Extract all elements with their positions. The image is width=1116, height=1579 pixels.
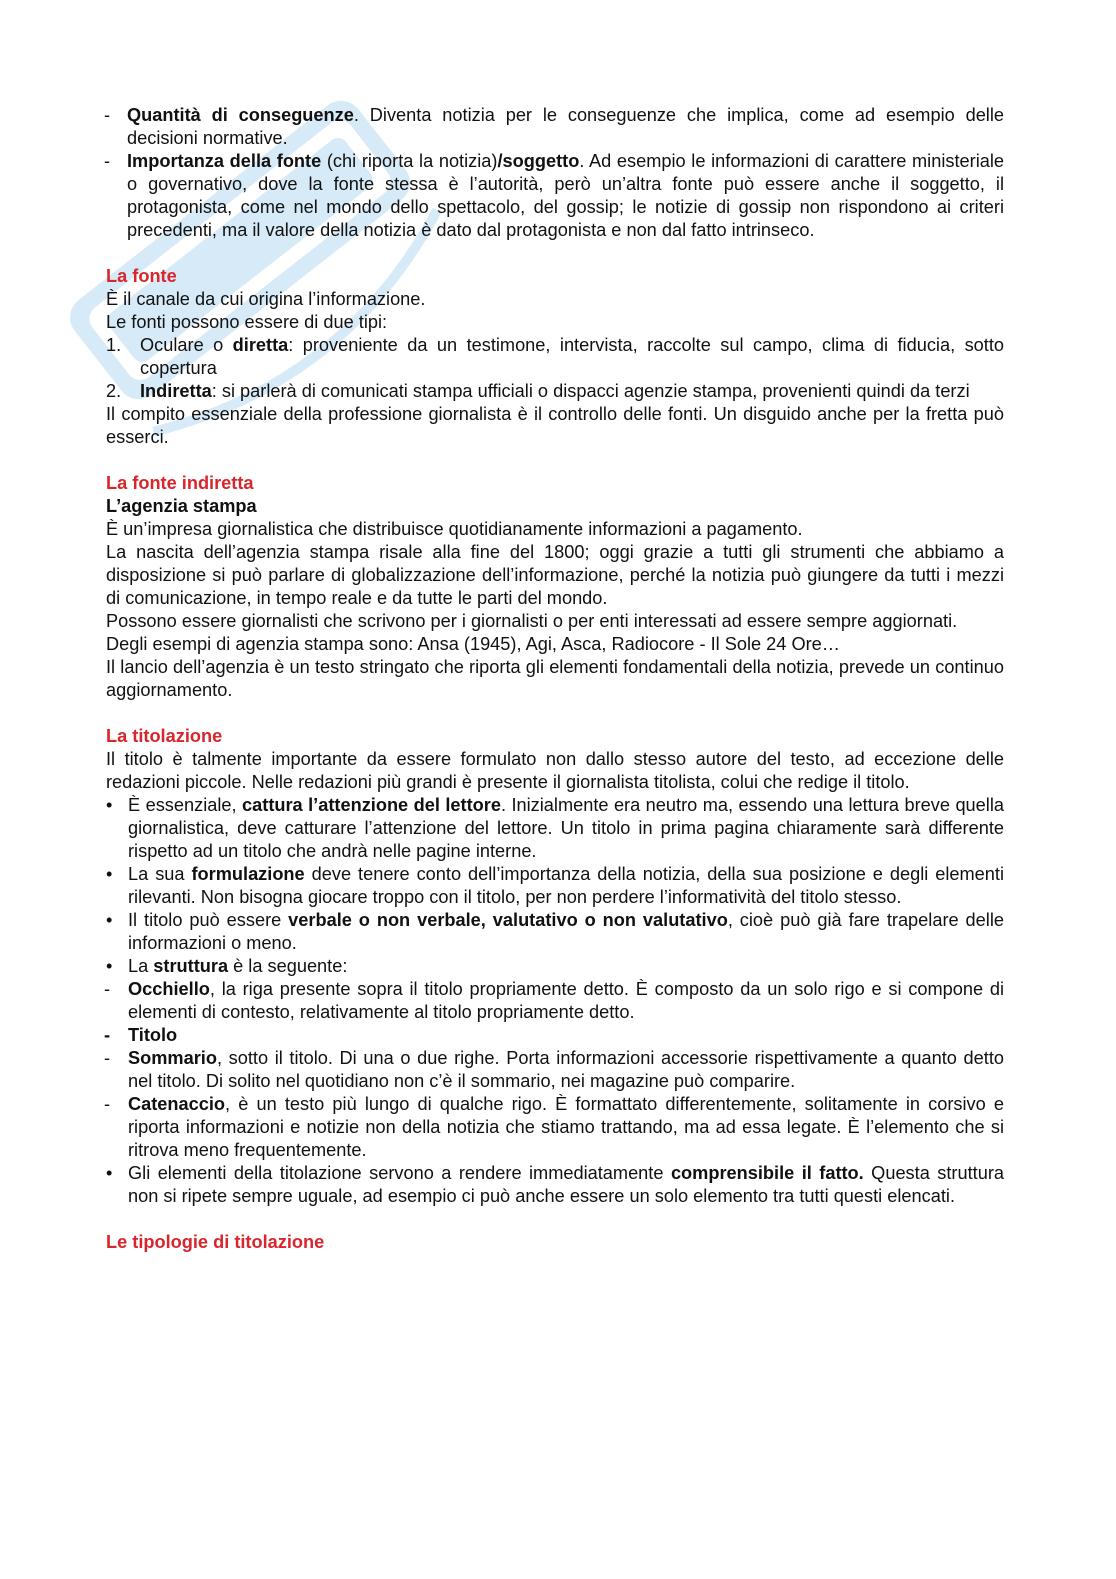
paragraph: Il lancio dell’agenzia è un testo stringato che riporta gli elementi fondamentali della notizia, prevede un continuo aggiornamento. bbox=[106, 657, 1004, 700]
bullet-marker: • bbox=[106, 864, 113, 884]
list-item: - Importanza della fonte (chi riporta la notizia)/soggetto. Ad esempio le informazioni di carattere ministeriale o governativo, dove la fonte stessa è l’autorità, però un’altra fonte può essere anche il soggetto, il protagonista, come nel mondo dello spettacolo, del gossip; le notizie di gossip non rispondono ai criteri precedenti, ma il valore della notizia è dato dal protagonista e non dal fatto intrinseco. bbox=[104, 151, 1005, 240]
section-heading: La fonte indiretta bbox=[106, 473, 254, 493]
paragraph: Le fonti possono essere di due tipi: bbox=[106, 312, 388, 332]
numbered-item: 2. Indiretta: si parlerà di comunicati stampa ufficiali o dispacci agenzie stampa, provenienti quindi da terzi bbox=[106, 381, 970, 401]
bullet-item: • La sua formulazione deve tenere conto dell’importanza della notizia, della sua posizione e degli elementi rilevanti. Non bisogna giocare troppo con il titolo, per non perdere l’informatività del titolo stesso. bbox=[106, 864, 1004, 907]
bullet-marker: • bbox=[106, 1163, 113, 1183]
bullet-marker: • bbox=[106, 910, 113, 930]
paragraph: La nascita dell’agenzia stampa risale alla fine del 1800; oggi grazie a tutti gli strumenti che abbiamo a disposizione si può parlare di globalizzazione dell’informazione, perché la notizia può giungere da tutti i mezzi di comunicazione, in tempo reale e da tutte le parti del mondo. bbox=[106, 542, 1004, 608]
dash-marker: - bbox=[104, 151, 111, 171]
dash-item: - Sommario, sotto il titolo. Di una o due righe. Porta informazioni accessorie rispettivamente a quanto detto nel titolo. Di solito nel quotidiano non c’è il sommario, nei magazine può comparire. bbox=[104, 1048, 1004, 1091]
paragraph: È un’impresa giornalistica che distribuisce quotidianamente informazioni a pagamento. bbox=[106, 519, 803, 539]
section-heading: La fonte bbox=[106, 266, 177, 286]
dash-marker: - bbox=[104, 1048, 111, 1068]
list-item: - Quantità di conseguenze. Diventa notizia per le conseguenze che implica, come ad esempio delle decisioni normative. bbox=[104, 105, 1005, 148]
number-marker: 1. bbox=[106, 335, 122, 355]
dash-item: - Titolo bbox=[104, 1025, 178, 1045]
section-heading: La titolazione bbox=[106, 726, 223, 746]
dash-marker: - bbox=[104, 105, 111, 125]
bullet-marker: • bbox=[106, 795, 113, 815]
numbered-item: 1. Oculare o diretta: proveniente da un testimone, intervista, raccolte sul campo, clima di fiducia, sotto copertura bbox=[106, 335, 1004, 378]
number-marker: 2. bbox=[106, 381, 122, 401]
bullet-item: • Gli elementi della titolazione servono a rendere immediatamente comprensibile il fatto. Questa struttura non si ripete sempre uguale, ad esempio ci può anche essere un solo elemento tra tutti questi elencati. bbox=[106, 1163, 1004, 1206]
section-heading: Le tipologie di titolazione bbox=[106, 1232, 325, 1252]
subheading: L’agenzia stampa bbox=[106, 496, 257, 516]
paragraph: È il canale da cui origina l’informazione. bbox=[106, 289, 426, 309]
dash-marker: - bbox=[104, 1025, 111, 1045]
paragraph: Il titolo è talmente importante da essere formulato non dallo stesso autore del testo, ad eccezione delle redazioni piccole. Nelle redazioni più grandi è presente il giornalista titolista, colui che redige il titolo. bbox=[106, 749, 1004, 792]
dash-marker: - bbox=[104, 979, 111, 999]
dash-item: - Occhiello, la riga presente sopra il titolo propriamente detto. È composto da un solo rigo e si compone di elementi di contesto, relativamente al titolo propriamente detto. bbox=[104, 979, 1004, 1022]
bullet-item: • La struttura è la seguente: bbox=[106, 956, 348, 976]
bullet-item: • Il titolo può essere verbale o non verbale, valutativo o non valutativo, cioè può già fare trapelare delle informazioni o meno. bbox=[106, 910, 1004, 953]
document-page bbox=[106, 104, 1004, 1254]
dash-marker: - bbox=[104, 1094, 111, 1114]
bullet-marker: • bbox=[106, 956, 113, 976]
paragraph: Possono essere giornalisti che scrivono per i giornalisti o per enti interessati ad essere sempre aggiornati. bbox=[106, 611, 958, 631]
paragraph: Degli esempi di agenzia stampa sono: Ansa (1945), Agi, Asca, Radiocore - Il Sole 24 Ore… bbox=[106, 634, 840, 654]
paragraph: Il compito essenziale della professione giornalista è il controllo delle fonti. Un disguido anche per la fretta può esserci. bbox=[106, 404, 1004, 447]
bullet-item: • È essenziale, cattura l’attenzione del lettore. Inizialmente era neutro ma, essendo una lettura breve quella giornalistica, deve catturare l’attenzione del lettore. Un titolo in prima pagina chiaramente sarà differente rispetto ad un titolo che andrà nelle pagine interne. bbox=[106, 795, 1004, 861]
dash-item: - Catenaccio, è un testo più lungo di qualche rigo. È formattato differentemente, solitamente in corsivo e riporta informazioni e notizie non della notizia che stiamo trattando, ma ad essa legate. È l’elemento che si ritrova meno frequentemente. bbox=[104, 1094, 1004, 1160]
